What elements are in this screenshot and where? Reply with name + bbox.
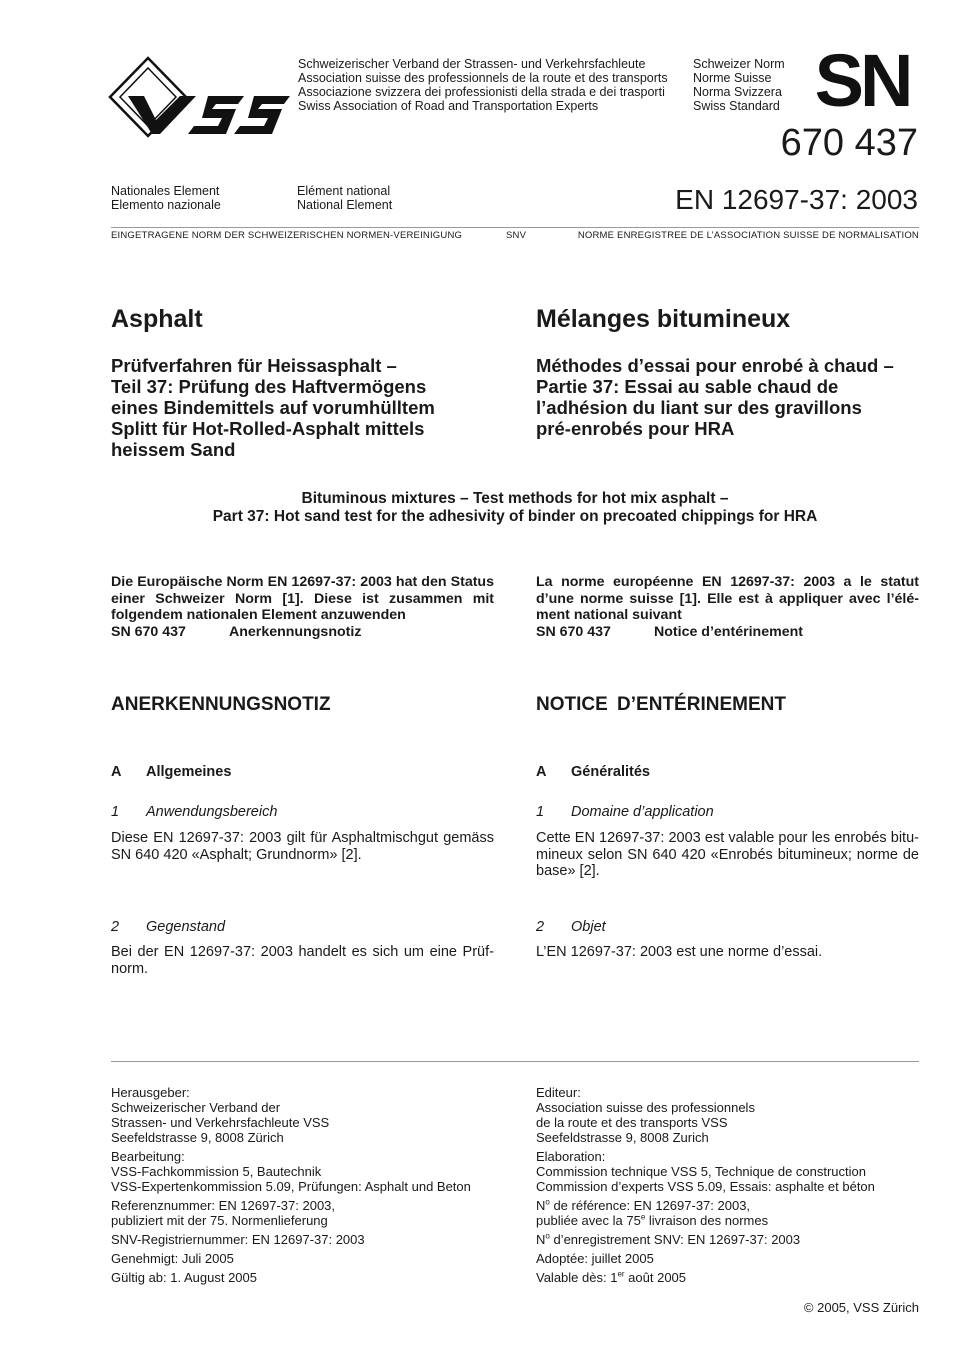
subsection-title: Généralités xyxy=(571,764,650,780)
imprint-snv xyxy=(536,1232,936,1247)
en-number: EN 12697-37: 2003 xyxy=(675,184,918,215)
imprint-line: Association suisse des professionnels xyxy=(536,1100,755,1115)
imprint-edit xyxy=(111,1149,511,1194)
clause-1-de xyxy=(111,804,277,820)
subtitle-en-line: Part 37: Hot sand test for the adhesivity of binder on precoated chippings for HRA xyxy=(212,508,818,525)
title-de: Asphalt xyxy=(111,305,203,333)
org-line: Association suisse des professionnels de la route et des transports xyxy=(298,71,668,85)
intro-fr-text: La norme européenne EN 12697-37: 2003 a le statut d’une norme suisse [1]. Elle est à appliquer avec l’élément national suivant xyxy=(536,574,919,623)
imprint-label: Editeur: xyxy=(536,1085,581,1100)
intro-de-text: Die Europäische Norm EN 12697-37: 2003 hat den Status einer Schweizer Norm [1]. Diese ist zusammen mit folgendem nationalen Element anzuwenden xyxy=(111,574,494,623)
header-divider xyxy=(111,227,919,228)
ref-code: SN 670 437 xyxy=(111,623,186,640)
subtitle-line: pré-enrobés pour HRA xyxy=(536,418,735,439)
subsection-a-fr xyxy=(536,764,650,780)
imprint-line: Strassen- und Verkehrsfachleute VSS xyxy=(111,1115,330,1130)
imprint-publisher xyxy=(536,1085,936,1145)
clause-2-de xyxy=(111,919,225,935)
subsection-letter: A xyxy=(111,764,122,780)
imprint-label: Herausgeber: xyxy=(111,1085,190,1100)
org-line: Swiss Association of Road and Transportation Experts xyxy=(298,99,599,113)
subtitle-fr xyxy=(536,355,936,439)
clause-number: 1 xyxy=(536,804,545,820)
imprint-text: Valable dès: 1 xyxy=(536,1270,618,1285)
subtitle-en-line: Bituminous mixtures – Test methods for hot mix asphalt – xyxy=(301,490,729,507)
norm-type-line: Schweizer Norm xyxy=(693,57,785,71)
imprint-line: publiziert mit der 75. Normenlieferung xyxy=(111,1213,328,1228)
element-labels-fr xyxy=(297,184,392,212)
sn-logo xyxy=(803,48,921,118)
registry-mid: SNV xyxy=(506,230,527,241)
imprint-text: N xyxy=(536,1198,546,1213)
imprint-label: Elaboration: xyxy=(536,1149,606,1164)
imprint-ref xyxy=(111,1198,511,1228)
vss-logo xyxy=(108,56,290,140)
element-label: National Element xyxy=(297,198,393,212)
clause-number: 2 xyxy=(536,919,545,935)
imprint-sup: o xyxy=(545,1231,550,1241)
imprint-text: livraison des normes xyxy=(645,1213,769,1228)
imprint-text: de référence: EN 12697-37: 2003, xyxy=(549,1198,751,1213)
imprint-sup: e xyxy=(640,1212,646,1222)
subsection-a-de xyxy=(111,764,231,780)
subtitle-line: Teil 37: Prüfung des Haftvermögens xyxy=(111,376,427,397)
clause-title: Gegenstand xyxy=(146,919,226,935)
org-line: Associazione svizzera dei professionisti della strada e dei trasporti xyxy=(298,85,665,99)
imprint-label: Bearbeitung: xyxy=(111,1149,185,1164)
imprint-sup: er xyxy=(617,1269,625,1279)
subtitle-line: heissem Sand xyxy=(111,439,236,460)
intro-de-ref xyxy=(111,624,494,641)
imprint-line: VSS-Expertenkommission 5.09, Prüfungen: Asphalt und Beton xyxy=(111,1179,471,1194)
norm-type xyxy=(693,57,803,113)
subsection-title: Allgemeines xyxy=(146,764,232,780)
subtitle-line: Prüfverfahren für Heissasphalt – xyxy=(111,355,397,376)
ref-code: SN 670 437 xyxy=(536,623,611,640)
clause-2-text-fr: L’EN 12697-37: 2003 est une norme d’essai. xyxy=(536,944,823,960)
org-line: Schweizerischer Verband der Strassen- und Verkehrsfachleute xyxy=(298,57,646,71)
clause-title: Domaine d’application xyxy=(571,804,714,820)
section-heading-fr: NOTICE D’ENTÉRINEMENT xyxy=(536,694,786,715)
copyright: © 2005, VSS Zürich xyxy=(803,1300,919,1315)
imprint-line: Seefeldstrasse 9, 8008 Zurich xyxy=(536,1130,709,1145)
norm-type-line: Norma Svizzera xyxy=(693,85,782,99)
element-label: Nationales Element xyxy=(111,184,220,198)
imprint-publisher xyxy=(111,1085,511,1145)
element-label: Elemento nazionale xyxy=(111,198,221,212)
imprint-snv: SNV-Registriernummer: EN 12697-37: 2003 xyxy=(111,1232,365,1247)
registry-left: EINGETRAGENE NORM DER SCHWEIZERISCHEN NORMEN-VEREINIGUNG xyxy=(111,230,463,241)
clause-1-text-de: Diese EN 12697-37: 2003 gilt für Asphaltmischgut gemäss SN 640 420 «Asphalt; Grundnorm» [2]. xyxy=(111,830,494,863)
clause-number: 2 xyxy=(111,919,120,935)
intro-fr-ref xyxy=(536,624,919,641)
imprint-valid xyxy=(536,1270,936,1285)
imprint-line: Referenznummer: EN 12697-37: 2003, xyxy=(111,1198,336,1213)
clause-1-fr xyxy=(536,804,714,820)
subtitle-line: Méthodes d’essai pour enrobé à chaud – xyxy=(536,355,894,376)
imprint-approved: Genehmigt: Juli 2005 xyxy=(111,1251,234,1266)
clause-title: Anwendungsbereich xyxy=(146,804,278,820)
imprint-line: Commission d’experts VSS 5.09, Essais: asphalte et béton xyxy=(536,1179,875,1194)
element-labels-de xyxy=(111,184,221,212)
subtitle-line: Splitt für Hot-Rolled-Asphalt mittels xyxy=(111,418,425,439)
clause-2-fr xyxy=(536,919,606,935)
imprint-line: Seefeldstrasse 9, 8008 Zürich xyxy=(111,1130,284,1145)
norm-number: 670 437 xyxy=(780,122,918,164)
subtitle-line: Partie 37: Essai au sable chaud de xyxy=(536,376,839,397)
section-heading-de: ANERKENNUNGSNOTIZ xyxy=(111,694,331,715)
sn-logo-text: SN xyxy=(814,48,910,118)
registry-right: NORME ENREGISTREE DE L’ASSOCIATION SUISSE DE NORMALISATION xyxy=(577,230,919,241)
imprint-de xyxy=(111,1085,511,1289)
intro-fr xyxy=(536,574,919,640)
ref-name: Anerkennungsnotiz xyxy=(229,623,362,640)
imprint-edit xyxy=(536,1149,936,1194)
subtitle-de xyxy=(111,355,511,460)
subtitle-line: l’adhésion du liant sur des gravillons xyxy=(536,397,862,418)
clause-2-text-de: Bei der EN 12697-37: 2003 handelt es sich um eine Prüfnorm. xyxy=(111,944,494,977)
imprint-valid: Gültig ab: 1. August 2005 xyxy=(111,1270,257,1285)
title-fr: Mélanges bitumineux xyxy=(536,305,791,333)
imprint-fr xyxy=(536,1085,936,1289)
imprint-text: N xyxy=(536,1232,546,1247)
clause-number: 1 xyxy=(111,804,120,820)
subtitle-line: eines Bindemittels auf vorumhülltem xyxy=(111,397,435,418)
imprint-sup: o xyxy=(545,1197,550,1207)
imprint-line: Commission technique VSS 5, Technique de construction xyxy=(536,1164,867,1179)
norm-type-line: Norme Suisse xyxy=(693,71,772,85)
ref-name: Notice d’entérinement xyxy=(654,623,803,640)
subtitle-en xyxy=(111,490,919,526)
org-names xyxy=(298,57,688,113)
imprint-approved: Adoptée: juillet 2005 xyxy=(536,1251,654,1266)
imprint-line: Schweizerischer Verband der xyxy=(111,1100,281,1115)
clause-title: Objet xyxy=(571,919,606,935)
imprint-ref xyxy=(536,1198,936,1228)
norm-type-line: Swiss Standard xyxy=(693,99,780,113)
imprint-text: août 2005 xyxy=(624,1270,687,1285)
intro-de xyxy=(111,574,494,640)
imprint-text: d’enregistrement SNV: EN 12697-37: 2003 xyxy=(549,1232,801,1247)
element-label: Elément national xyxy=(297,184,391,198)
imprint-text: publiée avec la 75 xyxy=(536,1213,641,1228)
imprint-line: VSS-Fachkommission 5, Bautechnik xyxy=(111,1164,322,1179)
imprint-line: de la route et des transports VSS xyxy=(536,1115,728,1130)
clause-1-text-fr: Cette EN 12697-37: 2003 est valable pour les enrobés bitumineux selon SN 640 420 «Enrobés bitumineux; norme de base» [2]. xyxy=(536,830,919,879)
footer-divider xyxy=(111,1061,919,1062)
subsection-letter: A xyxy=(536,764,547,780)
